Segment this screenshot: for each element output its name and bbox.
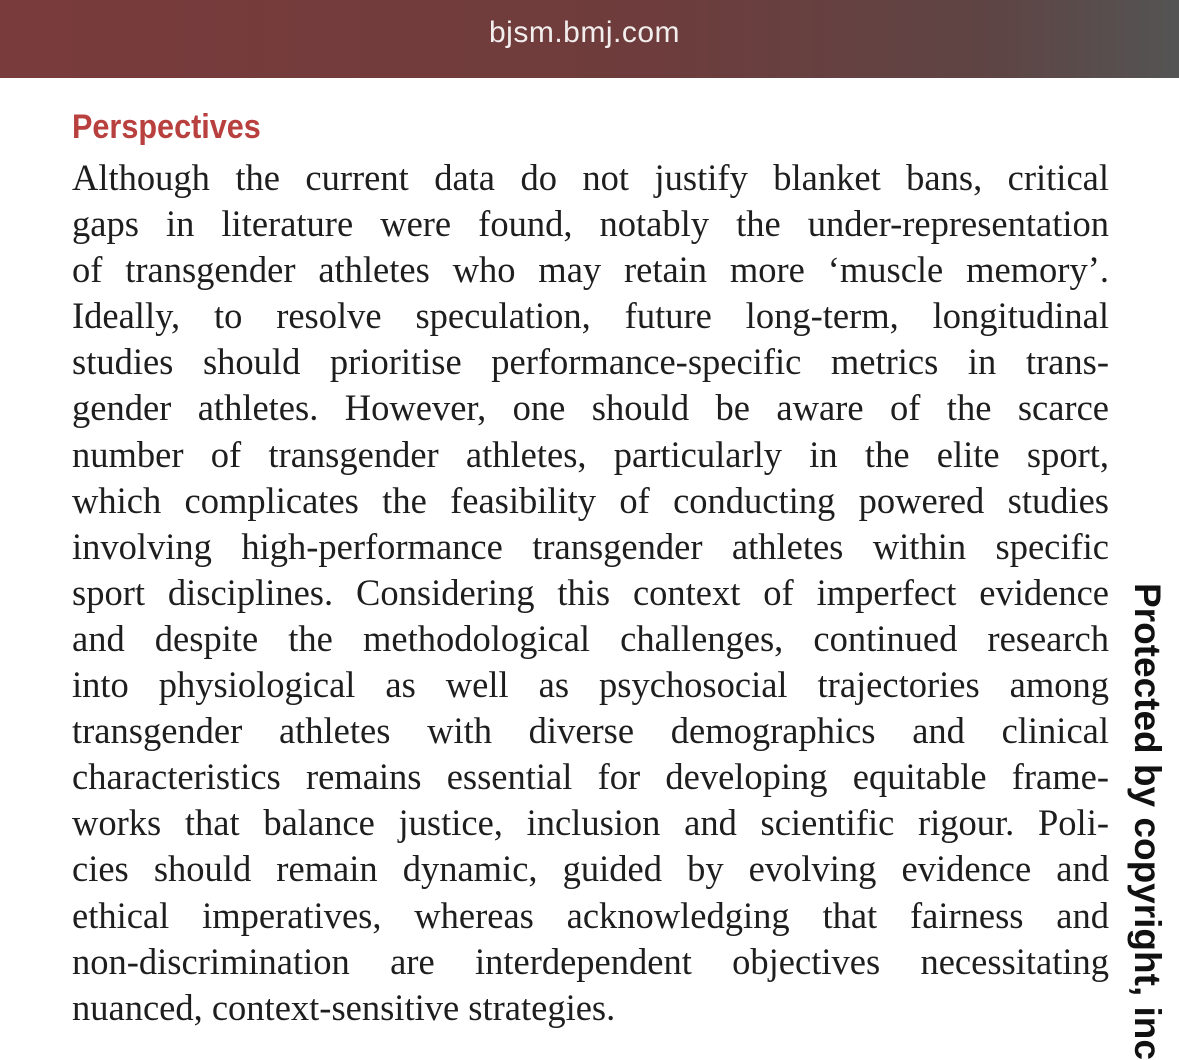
paragraph-line: which complicates the feasibility of conducting powered studies <box>72 479 1109 521</box>
paragraph-line: Although the current data do not justify blanket bans, critical <box>72 157 1109 198</box>
paragraph-line: Ideally, to resolve speculation, future long-term, longitudinal <box>72 295 1109 337</box>
section-heading: Perspectives <box>72 108 261 146</box>
paragraph-line: into physiological as well as psychosocial trajectories among <box>72 664 1109 706</box>
copyright-notice: Protected by copyright, inc <box>1127 583 1168 1060</box>
paragraph-line: gaps in literature were found, notably the under-representation <box>72 203 1109 245</box>
url-text[interactable]: bjsm.bmj.com <box>488 16 681 49</box>
paragraph-line: number of transgender athletes, particularly in the elite sport, <box>72 433 1109 475</box>
paragraph-line: and despite the methodological challenges, continued research <box>72 617 1109 659</box>
paragraph-line: works that balance justice, inclusion and scientific rigour. Poli- <box>72 802 1109 844</box>
paragraph-line: gender athletes. However, one should be aware of the scarce <box>72 387 1109 429</box>
paragraph-line: cies should remain dynamic, guided by evolving evidence and <box>72 848 1109 890</box>
paragraph-line: studies should prioritise performance-specific metrics in trans- <box>72 341 1109 383</box>
article-paragraph <box>72 155 1109 1031</box>
paragraph-line: of transgender athletes who may retain more ‘muscle memory’. <box>72 249 1109 291</box>
paragraph-line: ethical imperatives, whereas acknowledging that fairness and <box>72 894 1109 936</box>
paragraph-line: involving high-performance transgender athletes within specific <box>72 525 1109 567</box>
paragraph-line: non-discrimination are interdependent objectives necessitating <box>72 940 1109 982</box>
browser-url-bar[interactable] <box>0 0 1179 78</box>
paragraph-line: characteristics remains essential for developing equitable frame- <box>72 756 1109 798</box>
paragraph-line: sport disciplines. Considering this context of imperfect evidence <box>72 571 1109 613</box>
paragraph-line: nuanced, context-sensitive strategies. <box>72 986 616 1028</box>
paragraph-line: transgender athletes with diverse demographics and clinical <box>72 710 1109 752</box>
